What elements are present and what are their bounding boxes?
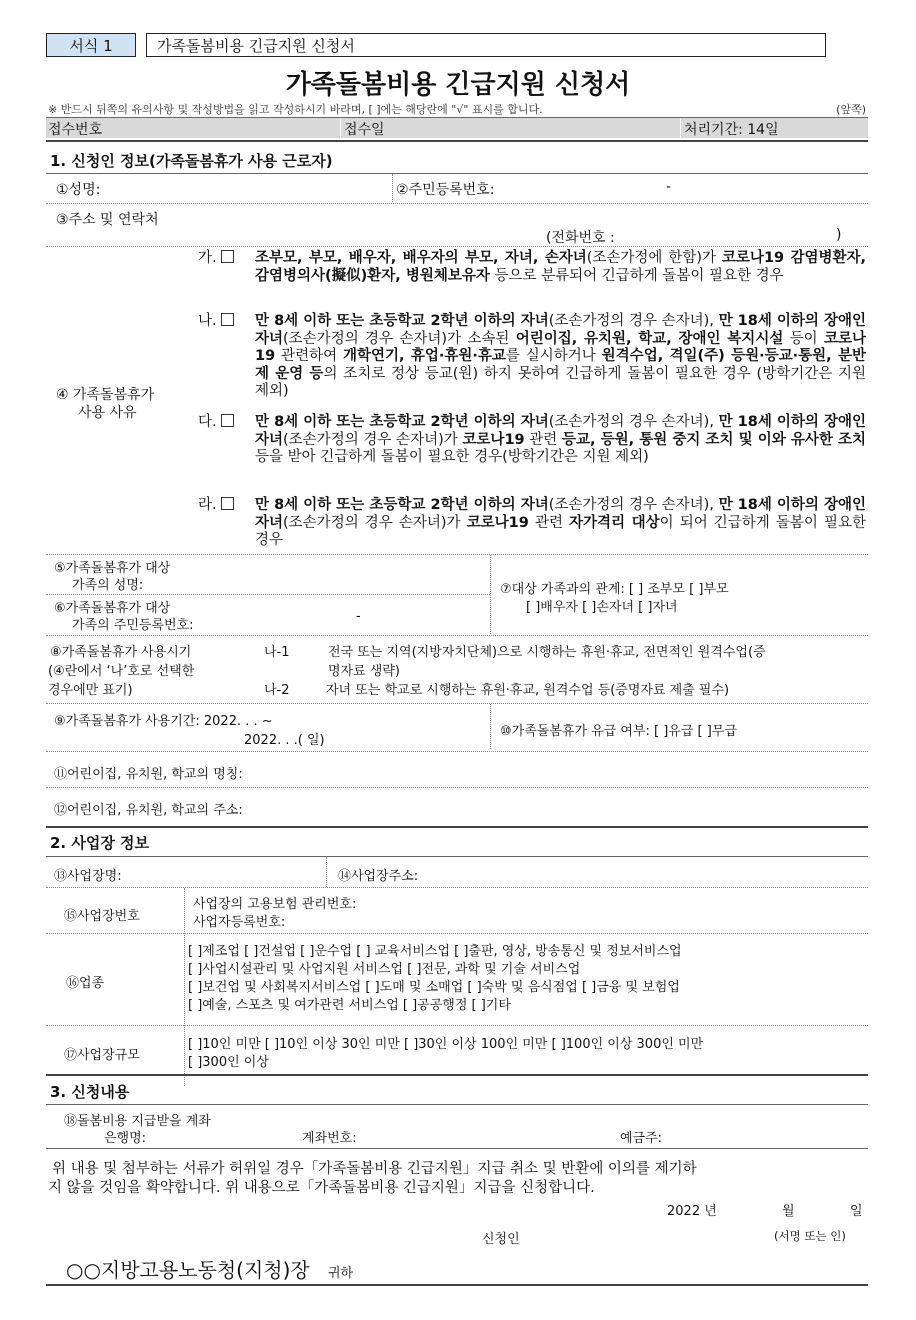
phone-close: ) (836, 227, 842, 243)
account-label: ⑱돌봄비용 지급받을 계좌 (64, 1114, 211, 1129)
reason-item[interactable] (198, 313, 866, 401)
checkbox[interactable] (221, 313, 234, 326)
name-field[interactable]: ①성명: (56, 182, 101, 198)
industry-option-row[interactable]: [ ]사업시설관리 및 사업지원 서비스업 [ ]전문, 과학 및 기술 서비스업 (188, 962, 581, 977)
form-title-box: 가족돌봄비용 긴급지원 신청서 (146, 33, 826, 57)
use-period-field-2[interactable]: 2022. . .( 일) (244, 733, 325, 748)
signature-field[interactable]: (서명 또는 인) (774, 1229, 846, 1243)
reason-item[interactable] (198, 414, 866, 467)
use-period-label: ⑧가족돌봄휴가 사용시기 (50, 645, 192, 660)
processing-period: 처리기간: 14일 (684, 122, 779, 138)
pledge-text: 위 내용 및 첨부하는 서류가 허위일 경우「가족돌봄비용 긴급지원」지급 취소 및 반환에 이의를 제기하 (52, 1161, 697, 1177)
reason-text: 만 8세 이하 또는 초등학교 2학년 이하의 자녀(조손가정의 경우 손자녀), 만 18세 이하의 장애인 자녀(조손가정의 경우 손자녀)가 코로나19 관련 등교, 등원, 통원 중지 조치 및 이와 유사한 조치 등을 받아 긴급하게 돌봄이 필요한 경우(방학기간은 지원 제외) (255, 414, 867, 465)
section-2-title: 2. 사업장 정보 (50, 834, 150, 852)
recipient: ○○지방고용노동청(지청)장 (66, 1258, 310, 1282)
target-rrn-label-2: 가족의 주민등록번호: (72, 618, 194, 633)
option-n1-text: 전국 또는 지역(지방자치단체)으로 시행하는 휴원·휴교, 전면적인 원격수업(증 (328, 645, 766, 660)
phone-field[interactable]: (전화번호 : (546, 230, 615, 246)
industry-option-row[interactable]: [ ]제조업 [ ]건설업 [ ]운수업 [ ] 교육서비스업 [ ]출판, 영상, 방송통신 및 정보서비스업 (188, 944, 682, 959)
form-number-label: 서식 1 (46, 33, 136, 57)
option-n2-code[interactable]: 나-2 (264, 683, 290, 698)
target-name-label-2: 가족의 성명: (72, 578, 144, 593)
rrn-dash: - (666, 179, 672, 195)
page-title: 가족돌봄비용 긴급지원 신청서 (285, 70, 631, 100)
account-holder-field[interactable]: 예금주: (620, 1131, 663, 1146)
size-option-row[interactable]: [ ]300인 이상 (188, 1055, 269, 1070)
recipient-honorific: 귀하 (328, 1266, 354, 1281)
use-period-field[interactable]: ⑨가족돌봄휴가 사용기간: 2022. . . ~ (54, 714, 273, 729)
page-side: (앞쪽) (836, 103, 866, 116)
reason-text: 만 8세 이하 또는 초등학교 2학년 이하의 자녀(조손가정의 경우 손자녀), 만 18세 이하의 장애인 자녀(조손가정의 경우 손자녀)가 소속된 어린이집, 유치원, 학교, 장애인 복지시설 등이 코로나19 관련하여 개학연기, 휴업·휴원·휴교를 실시하거나 원격수업, 격일(주) 등원·등교·통원, 분반제 운영 등의 조치로 정상 등교(원) 하지 못하여 긴급하게 돌봄이 필요한 경우 (방학기간은 지원 제외) (255, 313, 867, 399)
pledge-text-2: 지 않을 것임을 확약합니다. 위 내용으로「가족돌봄비용 긴급지원」지급을 신청합니다. (48, 1180, 595, 1196)
date-day[interactable]: 일 (850, 1204, 863, 1219)
relation-field-2[interactable]: [ ]배우자 [ ]손자녀 [ ]자녀 (526, 600, 678, 615)
option-n1-code[interactable]: 나-1 (264, 645, 290, 660)
business-size-label: ⑰사업장규모 (64, 1048, 140, 1063)
option-n1-text-2: 명자료 생략) (328, 664, 400, 679)
checkbox[interactable] (221, 250, 234, 263)
instruction-note: ※ 반드시 뒤쪽의 유의사항 및 작성방법을 읽고 작성하시기 바라며, [ ]에는 해당란에 "√" 표시를 합니다. (48, 103, 543, 116)
checkbox[interactable] (221, 414, 234, 427)
target-rrn-dash: - (356, 609, 361, 624)
reason-label-2: 사용 사유 (78, 405, 137, 421)
reason-mark: 다. (198, 414, 217, 430)
checkbox[interactable] (221, 497, 234, 510)
reason-mark: 가. (198, 250, 217, 266)
industry-label: ⑯업종 (66, 976, 105, 991)
reason-item[interactable] (198, 250, 866, 285)
use-period-label-3: 경우에만 표기) (48, 683, 133, 698)
account-number-field[interactable]: 계좌번호: (302, 1131, 357, 1146)
target-name-label[interactable]: ⑤가족돌봄휴가 대상 (54, 561, 171, 576)
section-3-title: 3. 신청내용 (50, 1083, 130, 1101)
option-n2-text: 자녀 또는 학교로 시행하는 휴원·휴교, 원격수업 등(증명자료 제출 필수) (326, 683, 730, 698)
receipt-date: 접수일 (344, 122, 385, 138)
reason-item[interactable] (198, 497, 866, 550)
relation-field[interactable]: ⑦대상 가족과의 관계: [ ] 조부모 [ ]부모 (500, 582, 729, 597)
bank-name-field[interactable]: 은행명: (104, 1131, 147, 1146)
receipt-number: 접수번호 (48, 122, 103, 138)
reason-mark: 나. (198, 313, 217, 329)
business-address-field[interactable]: ⑭사업장주소: (338, 869, 419, 884)
size-option-row[interactable]: [ ]10인 미만 [ ]10인 이상 30인 미만 [ ]30인 이상 100인 미만 [ ]100인 이상 300인 미만 (188, 1037, 704, 1052)
registration-number-field[interactable]: 사업자등록번호: (193, 915, 286, 930)
institution-address-field[interactable]: ⑫어린이집, 유치원, 학교의 주소: (54, 803, 243, 818)
reason-label: ④ 가족돌봄휴가 (56, 387, 155, 403)
date-year[interactable]: 2022 년 (667, 1204, 717, 1219)
institution-name-field[interactable]: ⑪어린이집, 유치원, 학교의 명칭: (54, 767, 243, 782)
rrn-field[interactable]: ②주민등록번호: (396, 182, 495, 198)
industry-option-row[interactable]: [ ]보건업 및 사회복지서비스업 [ ]도매 및 소매업 [ ]숙박 및 음식점업 [ ]금융 및 보험업 (188, 980, 680, 995)
reason-text: 조부모, 부모, 배우자, 배우자의 부모, 자녀, 손자녀(조손가정에 한함)가 코로나19 감염병환자, 감염병의사(擬似)환자, 병원체보유자 등으로 분류되어 긴급하게 돌봄이 필요한 경우 (255, 250, 867, 284)
applicant-label: 신청인 (482, 1232, 520, 1247)
business-number-label: ⑮사업장번호 (64, 909, 140, 924)
insurance-number-field[interactable]: 사업장의 고용보험 관리번호: (193, 897, 357, 912)
reason-text: 만 8세 이하 또는 초등학교 2학년 이하의 자녀(조손가정의 경우 손자녀), 만 18세 이하의 장애인 자녀(조손가정의 경우 손자녀)가 코로나19 관련 자가격리 대상이 되어 긴급하게 돌봄이 필요한 경우 (255, 497, 867, 548)
use-period-label-2: (④란에서 ‘나’호로 선택한 (48, 664, 195, 679)
date-month[interactable]: 월 (782, 1204, 795, 1219)
reason-mark: 라. (198, 497, 217, 513)
address-field[interactable]: ③주소 및 연락처 (56, 212, 159, 228)
section-1-title: 1. 신청인 정보(가족돌봄휴가 사용 근로자) (50, 152, 333, 170)
target-rrn-label[interactable]: ⑥가족돌봄휴가 대상 (54, 601, 171, 616)
industry-option-row[interactable]: [ ]예술, 스포츠 및 여가관련 서비스업 [ ]공공행정 [ ]기타 (188, 998, 511, 1013)
paid-field[interactable]: ⑩가족돌봄휴가 유급 여부: [ ]유급 [ ]무급 (500, 724, 737, 739)
business-name-field[interactable]: ⑬사업장명: (54, 869, 122, 884)
